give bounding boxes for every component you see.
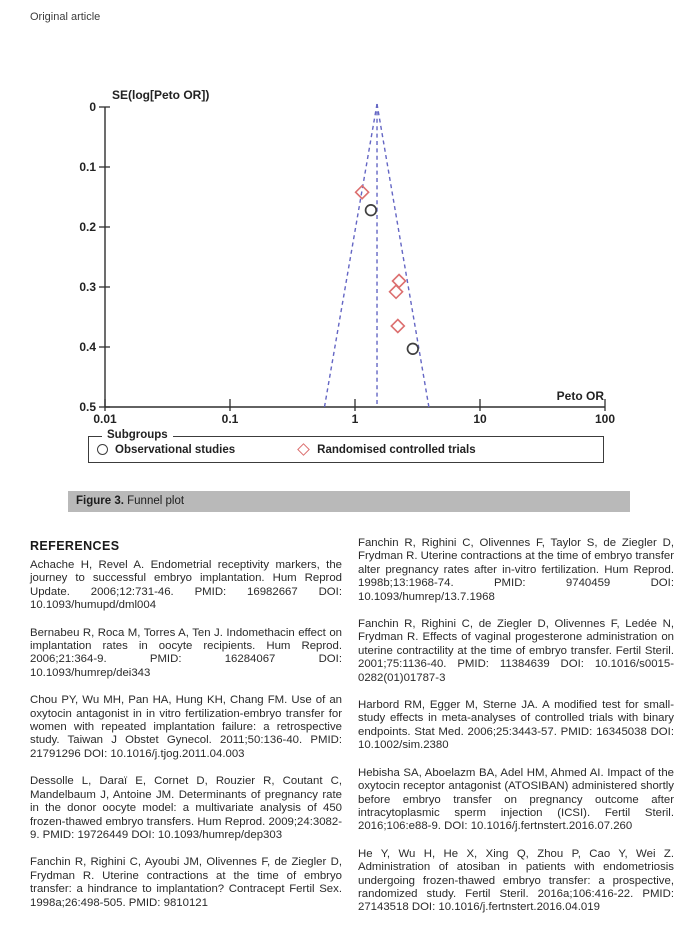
reference-item: Achache H, Revel A. Endometrial receptivity markers, the journey to successful embryo implantation. Hum Reprod Update. 2006;12:731-46. PMID: 16982667 DOI: 10.1093/humupd/dml004 [30,559,342,612]
reference-item: Harbord RM, Egger M, Sterne JA. A modified test for small-study effects in meta-analyses of controlled trials with binary endpoints. Stat Med. 2006;25:3443-57. PMID: 16345038 DOI: 10.1002/sim.2380 [358,699,674,752]
funnel-left-line [324,104,377,407]
reference-item: Fanchin R, Righini C, de Ziegler D, Olivennes F, Ledée N, Frydman R. Effects of vaginal progesterone administration on uterine contractility at the time of embryo transfer. Fertil Steril. 2001;75:1136-40. PMID: 11384639 DOI: 10.1016/s0015-0282(01)01787-3 [358,618,674,684]
y-tick-label: 0.4 [79,340,96,354]
diamond-marker-icon [297,443,310,456]
reference-item: Dessolle L, Daraï E, Cornet D, Rouzier R, Coutant C, Mandelbaum J, Antoine JM. Determinants of pregnancy rate in the donor oocyte model: a multivariate analysis of 450 frozen-thawed embryo transfers. Hum Reprod. 2009;24:3082-9. PMID: 19726449 DOI: 10.1093/humrep/dep303 [30,775,342,841]
x-tick-label: 10 [473,412,487,426]
data-point-diamond [393,275,406,288]
legend-label: Observational studies [115,443,236,456]
references-left-column [30,559,342,924]
figure-caption-label: Figure 3. [76,495,124,507]
y-tick-label: 0.5 [79,400,96,414]
reference-item: He Y, Wu H, He X, Xing Q, Zhou P, Cao Y, Wei Z. Administration of atosiban in patients with endometriosis undergoing frozen-thawed embryo transfer: a prospective, randomized study. Fertil Steril. 2016a;106:416-22. PMID: 27143518 DOI: 10.1016/j.fertnstert.2016.04.019 [358,847,674,914]
reference-item: Bernabeu R, Roca M, Torres A, Ten J. Indomethacin effect on implantation rates in oocyte recipients. Hum Reprod. 2006;21:364-9. PMID: 16284067 DOI: 10.1093/humrep/dei343 [30,626,342,679]
y-tick-label: 0.2 [79,220,96,234]
data-point-diamond [391,320,404,333]
reference-item: Fanchin R, Righini C, Ayoubi JM, Olivennes F, de Ziegler D, Frydman R. Uterine contractions at the time of embryo transfer: a hindrance to implantation? Contracept Fertil Sex. 1998a;26:498-505. PMID: 9810121 [30,856,342,909]
x-tick-label: 0.1 [221,412,239,426]
page-kicker: Original article [30,11,101,23]
legend-item-observational [97,444,235,456]
x-tick-label: 100 [594,412,616,426]
data-point-diamond [390,285,403,298]
y-axis-title: SE(log[Peto OR]) [112,88,210,102]
legend-box [88,429,604,463]
y-tick-label: 0.3 [79,280,96,294]
legend-item-randomised [297,444,475,456]
legend-title: Subgroups [102,429,173,442]
legend-label: Randomised controlled trials [317,443,476,456]
reference-item: Hebisha SA, Aboelazm BA, Adel HM, Ahmed AI. Impact of the oxytocin receptor antagonist (ATOSIBAN) administered shortly before embryo transfer on pregnancy outcome after intracytoplasmic sperm injection (ICSI). Fertil Steril. 2016;106:e88-9. DOI: 10.1016/j.fertnstert.2016.07.260 [358,766,674,833]
x-axis-title: Peto OR [556,389,604,403]
x-tick-label: 1 [351,412,359,426]
data-point-circle [407,344,418,355]
x-tick-label: 0.01 [93,412,117,426]
references-right-column [358,537,674,929]
reference-item: Chou PY, Wu MH, Pan HA, Hung KH, Chang FM. Use of an oxytocin antagonist in in vitro fertilization-embryo transfer for women with repeated implantation failure: a retrospective study. Taiwan J Obstet Gynecol. 2011;50:136-40. PMID: 21791296 DOI: 10.1016/j.tjog.2011.04.003 [30,694,342,760]
figure-caption-text: Funnel plot [123,495,185,507]
circle-marker-icon [97,444,108,455]
funnel-right-line [377,104,429,407]
references-heading: REFERENCES [30,539,120,553]
data-point-circle [366,205,377,216]
reference-item: Fanchin R, Righini C, Olivennes F, Taylor S, de Ziegler D, Frydman R. Uterine contractions at the time of embryo transfer alter pregnancy rates after in-vitro fertilization. Hum Reprod. 1998b;13:1968-74. PMID: 9740459 DOI: 10.1093/humrep/13.7.1968 [358,537,674,603]
y-tick-label: 0 [89,100,96,114]
figure-caption-bar [68,491,630,512]
y-tick-label: 0.1 [79,160,96,174]
